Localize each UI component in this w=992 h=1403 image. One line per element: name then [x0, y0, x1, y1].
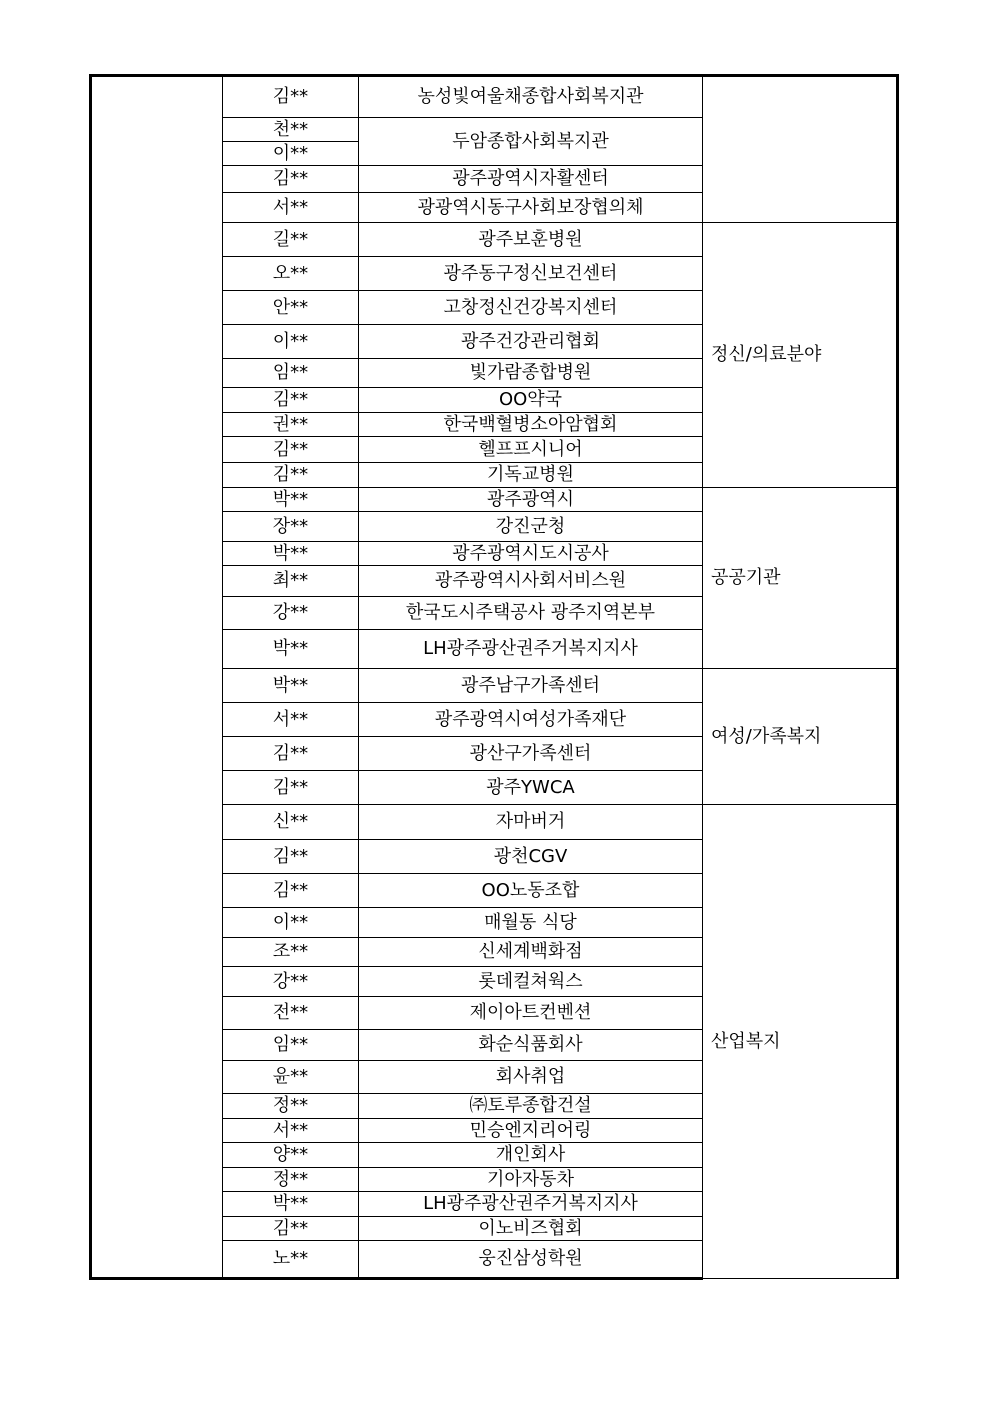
person-name-cell: 박**: [223, 488, 359, 512]
organization-cell: 광주동구정신보건센터: [359, 257, 703, 291]
category-cell: 공공기관: [703, 488, 898, 669]
person-name-cell: 임**: [223, 359, 359, 388]
person-name-cell: 김**: [223, 1217, 359, 1241]
organization-cell: 빛가람종합병원: [359, 359, 703, 388]
person-name-cell: 박**: [223, 542, 359, 566]
person-name-cell: 이**: [223, 325, 359, 359]
organization-cell: 광산구가족센터: [359, 737, 703, 771]
person-name-cell: 정**: [223, 1094, 359, 1119]
person-name-cell: 강**: [223, 597, 359, 630]
person-name-cell: 조**: [223, 938, 359, 967]
volunteer-placement-table: [89, 74, 899, 1280]
organization-cell: OO노동조합: [359, 874, 703, 908]
person-name-cell: 김**: [223, 463, 359, 488]
organization-cell: 광주건강관리협회: [359, 325, 703, 359]
person-name-cell: 김**: [223, 437, 359, 463]
organization-cell: 기독교병원: [359, 463, 703, 488]
organization-cell: 롯데컬쳐웍스: [359, 967, 703, 997]
person-name-cell: 양**: [223, 1143, 359, 1168]
organization-cell: 광주광역시: [359, 488, 703, 512]
organization-cell: 한국백혈병소아암협회: [359, 413, 703, 437]
person-name-cell: 이**: [223, 142, 359, 166]
organization-cell: 매월동 식당: [359, 908, 703, 938]
person-name-cell: 김**: [223, 737, 359, 771]
person-name-cell: 김**: [223, 771, 359, 805]
organization-cell: 제이아트컨벤션: [359, 997, 703, 1030]
person-name-cell: 최**: [223, 566, 359, 597]
organization-cell: 광주광역시자활센터: [359, 166, 703, 193]
organization-cell: LH광주광산권주거복지지사: [359, 630, 703, 669]
organization-cell: LH광주광산권주거복지지사: [359, 1192, 703, 1217]
person-name-cell: 서**: [223, 703, 359, 737]
organization-cell: 광주남구가족센터: [359, 669, 703, 703]
organization-cell: 강진군청: [359, 512, 703, 542]
category-cell: 산업복지: [703, 805, 898, 1279]
person-name-cell: 안**: [223, 291, 359, 325]
organization-cell: 농성빛여울채종합사회복지관: [359, 76, 703, 118]
organization-cell: 회사취업: [359, 1061, 703, 1094]
organization-cell: 헬프프시니어: [359, 437, 703, 463]
person-name-cell: 임**: [223, 1030, 359, 1061]
category-cell: 정신/의료분야: [703, 223, 898, 488]
person-name-cell: 길**: [223, 223, 359, 257]
organization-cell: 신세계백화점: [359, 938, 703, 967]
table-row: [91, 76, 898, 118]
person-name-cell: 윤**: [223, 1061, 359, 1094]
organization-cell: 광주보훈병원: [359, 223, 703, 257]
organization-cell: 이노비즈협회: [359, 1217, 703, 1241]
organization-cell: 광광역시동구사회보장협의체: [359, 193, 703, 223]
organization-cell: 화순식품회사: [359, 1030, 703, 1061]
organization-cell: 한국도시주택공사 광주지역본부: [359, 597, 703, 630]
person-name-cell: 천**: [223, 118, 359, 142]
organization-cell: 자마버거: [359, 805, 703, 840]
table-body: [91, 76, 898, 1279]
person-name-cell: 김**: [223, 874, 359, 908]
person-name-cell: 박**: [223, 1192, 359, 1217]
person-name-cell: 오**: [223, 257, 359, 291]
category-cell: [703, 76, 898, 223]
blank-left-column: [91, 76, 223, 1279]
person-name-cell: 권**: [223, 413, 359, 437]
organization-cell: 광천CGV: [359, 840, 703, 874]
person-name-cell: 박**: [223, 630, 359, 669]
organization-cell: ㈜토루종합건설: [359, 1094, 703, 1119]
person-name-cell: 김**: [223, 76, 359, 118]
person-name-cell: 서**: [223, 1119, 359, 1143]
organization-cell: 기아자동차: [359, 1168, 703, 1192]
organization-cell: 광주광역시도시공사: [359, 542, 703, 566]
person-name-cell: 이**: [223, 908, 359, 938]
person-name-cell: 신**: [223, 805, 359, 840]
organization-cell: 웅진삼성학원: [359, 1241, 703, 1279]
person-name-cell: 전**: [223, 997, 359, 1030]
person-name-cell: 박**: [223, 669, 359, 703]
organization-cell: 고창정신건강복지센터: [359, 291, 703, 325]
person-name-cell: 김**: [223, 840, 359, 874]
organization-cell: 광주광역시사회서비스원: [359, 566, 703, 597]
person-name-cell: 강**: [223, 967, 359, 997]
person-name-cell: 김**: [223, 166, 359, 193]
category-cell: 여성/가족복지: [703, 669, 898, 805]
person-name-cell: 장**: [223, 512, 359, 542]
organization-cell: 개인회사: [359, 1143, 703, 1168]
organization-cell: 광주YWCA: [359, 771, 703, 805]
organization-cell: OO약국: [359, 388, 703, 413]
person-name-cell: 노**: [223, 1241, 359, 1279]
organization-cell: 광주광역시여성가족재단: [359, 703, 703, 737]
person-name-cell: 정**: [223, 1168, 359, 1192]
person-name-cell: 김**: [223, 388, 359, 413]
person-name-cell: 서**: [223, 193, 359, 223]
organization-cell: 두암종합사회복지관: [359, 118, 703, 166]
organization-cell: 민승엔지리어링: [359, 1119, 703, 1143]
